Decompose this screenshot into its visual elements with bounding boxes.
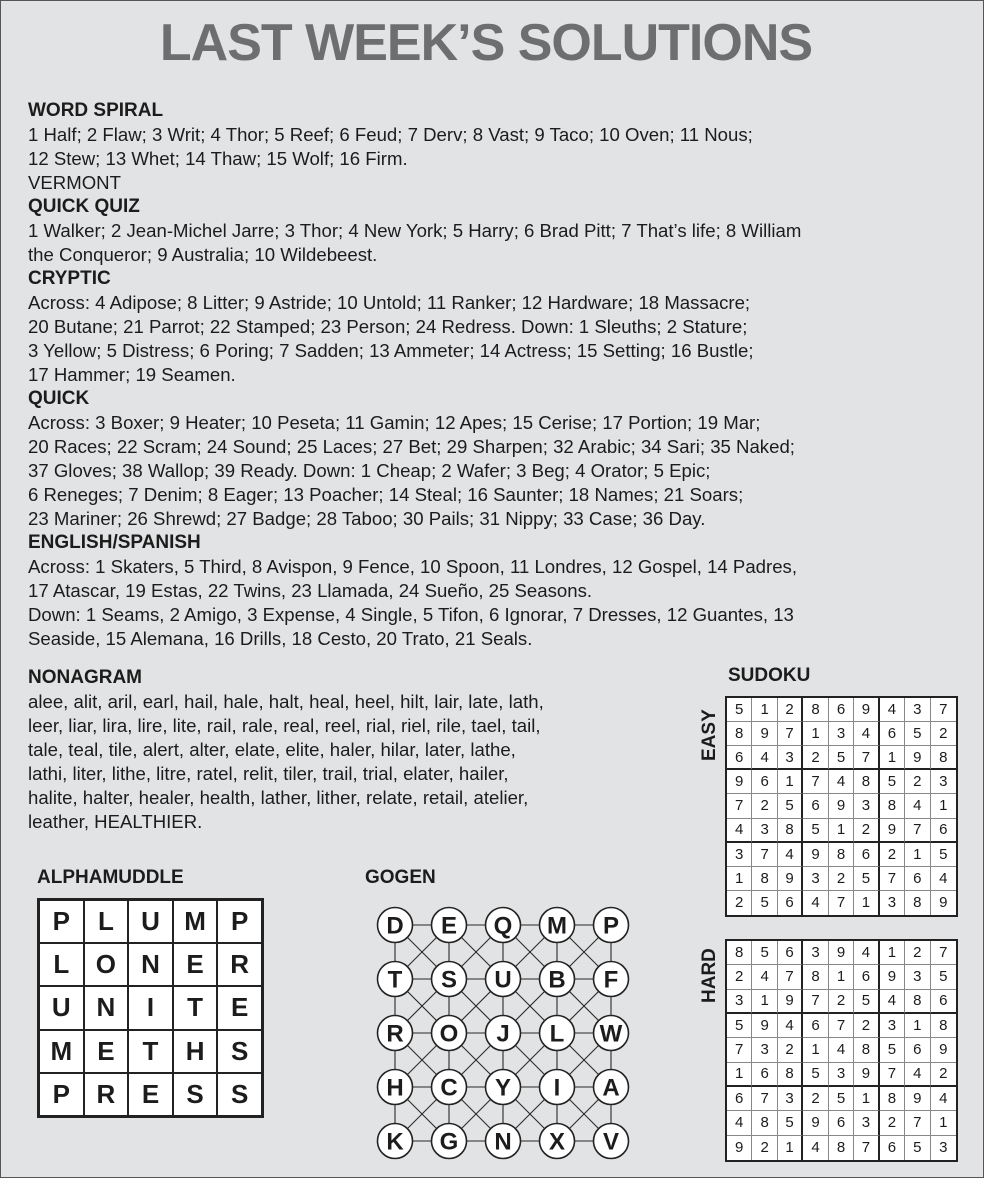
sudoku-cell: 1 — [727, 1063, 752, 1087]
nonagram-section — [28, 666, 673, 834]
quick-quiz-line: the Conqueror; 9 Australia; 10 Wildebeest. — [28, 244, 378, 265]
sudoku-cell: 2 — [854, 1014, 879, 1038]
sudoku-cell: 1 — [727, 867, 752, 891]
sudoku-cell: 4 — [905, 1063, 930, 1087]
sudoku-cell: 3 — [778, 1087, 803, 1111]
gogen-letter: H — [386, 1074, 404, 1102]
gogen-letter: M — [547, 912, 567, 940]
sudoku-cell: 8 — [854, 1038, 879, 1062]
sudoku-cell: 9 — [778, 990, 803, 1014]
sudoku-cell: 2 — [905, 941, 930, 965]
sudoku-cell: 9 — [727, 770, 752, 794]
quick-line: 6 Reneges; 7 Denim; 8 Eager; 13 Poacher; 14 Steal; 16 Saunter; 18 Names; 21 Soars; — [28, 484, 744, 505]
alphamuddle-cell: P — [39, 1073, 84, 1116]
sudoku-cell: 2 — [829, 990, 854, 1014]
gogen-letter: C — [440, 1074, 458, 1102]
sudoku-cell: 7 — [854, 1136, 879, 1160]
sudoku-cell: 3 — [931, 770, 956, 794]
sudoku-cell: 3 — [752, 1038, 777, 1062]
quick-quiz-section — [28, 195, 963, 267]
alphamuddle-cell: E — [84, 1030, 129, 1073]
sudoku-cell: 7 — [752, 843, 777, 867]
quick-line: 20 Races; 22 Scram; 24 Sound; 25 Laces; 27 Bet; 29 Sharpen; 32 Arabic; 34 Sari; 35 Naked; — [28, 436, 795, 457]
sudoku-cell: 5 — [880, 1038, 905, 1062]
gogen-letter: R — [386, 1020, 404, 1048]
gogen-letter: N — [494, 1128, 512, 1156]
sudoku-cell: 8 — [854, 770, 879, 794]
cryptic-line: 3 Yellow; 5 Distress; 6 Poring; 7 Sadden; 13 Ammeter; 14 Actress; 15 Setting; 16 Bustle; — [28, 340, 754, 361]
alphamuddle-cell: R — [217, 943, 262, 986]
sudoku-cell: 5 — [727, 1014, 752, 1038]
sudoku-cell: 9 — [803, 843, 828, 867]
gogen-letter: Y — [494, 1074, 512, 1102]
sudoku-cell: 3 — [803, 941, 828, 965]
sudoku-cell: 5 — [778, 794, 803, 818]
sudoku-cell: 5 — [905, 1136, 930, 1160]
cryptic-line: 17 Hammer; 19 Seamen. — [28, 364, 236, 385]
sudoku-cell: 4 — [880, 698, 905, 722]
sudoku-cell: 1 — [880, 746, 905, 770]
sudoku-cell: 8 — [829, 1136, 854, 1160]
sudoku-cell: 4 — [752, 746, 777, 770]
sudoku-cell: 9 — [854, 1063, 879, 1087]
sudoku-cell: 5 — [778, 1111, 803, 1135]
sudoku-cell: 3 — [880, 1014, 905, 1038]
sudoku-cell: 2 — [752, 794, 777, 818]
gogen-letter: P — [602, 912, 620, 940]
sudoku-cell: 3 — [905, 698, 930, 722]
cryptic-heading: CRYPTIC — [28, 268, 111, 289]
sudoku-cell: 5 — [880, 770, 905, 794]
alphamuddle-cell: N — [84, 986, 129, 1029]
sudoku-cell: 6 — [829, 698, 854, 722]
sudoku-cell: 1 — [778, 770, 803, 794]
sudoku-cell: 9 — [727, 1136, 752, 1160]
nonagram-line: lathi, liter, lithe, litre, ratel, relit, tiler, trail, trial, elater, hailer, — [28, 763, 509, 784]
sudoku-cell: 2 — [880, 1111, 905, 1135]
sudoku-cell: 2 — [778, 698, 803, 722]
sudoku-cell: 1 — [752, 698, 777, 722]
sudoku-heading: SUDOKU — [728, 665, 811, 686]
nonagram-line: leer, liar, lira, lire, lite, rail, rale, real, reel, rial, riel, rile, tael, tail, — [28, 715, 541, 736]
sudoku-cell: 3 — [803, 867, 828, 891]
sudoku-cell: 7 — [905, 819, 930, 843]
sudoku-cell: 7 — [931, 698, 956, 722]
sudoku-cell: 2 — [727, 891, 752, 915]
sudoku-cell: 4 — [778, 1014, 803, 1038]
sudoku-cell: 5 — [803, 819, 828, 843]
quick-line: 37 Gloves; 38 Wallop; 39 Ready. Down: 1 Cheap; 2 Wafer; 3 Beg; 4 Orator; 5 Epic; — [28, 460, 711, 481]
sudoku-cell: 9 — [752, 722, 777, 746]
sudoku-cell: 2 — [803, 746, 828, 770]
english-spanish-line: 17 Atascar, 19 Estas, 22 Twins, 23 Llamada, 24 Sueño, 25 Seasons. — [28, 580, 593, 601]
sudoku-cell: 9 — [931, 1038, 956, 1062]
sudoku-hard-label: HARD — [699, 948, 720, 1003]
sudoku-cell: 5 — [854, 990, 879, 1014]
sudoku-cell: 1 — [905, 1014, 930, 1038]
nonagram-line: leather, HEALTHIER. — [28, 811, 203, 832]
sudoku-cell: 4 — [803, 1136, 828, 1160]
sudoku-cell: 4 — [880, 990, 905, 1014]
alphamuddle-cell: E — [128, 1073, 173, 1116]
sudoku-cell: 9 — [778, 867, 803, 891]
sudoku-cell: 4 — [752, 965, 777, 989]
sudoku-cell: 2 — [727, 965, 752, 989]
alphamuddle-cell: M — [39, 1030, 84, 1073]
sudoku-cell: 9 — [752, 1014, 777, 1038]
gogen-letter: D — [386, 912, 404, 940]
sudoku-cell: 9 — [829, 941, 854, 965]
sudoku-cell: 3 — [829, 1063, 854, 1087]
gogen-letter: B — [548, 966, 566, 994]
sudoku-cell: 8 — [905, 990, 930, 1014]
cryptic-line: Across: 4 Adipose; 8 Litter; 9 Astride; 10 Untold; 11 Ranker; 12 Hardware; 18 Massacre; — [28, 292, 751, 313]
gogen-letter: L — [549, 1020, 565, 1048]
quick-line: Across: 3 Boxer; 9 Heater; 10 Peseta; 11 Gamin; 12 Apes; 15 Cerise; 17 Portion; 19 Mar; — [28, 412, 761, 433]
sudoku-cell: 7 — [752, 1087, 777, 1111]
sudoku-cell: 7 — [931, 941, 956, 965]
sudoku-cell: 8 — [727, 941, 752, 965]
gogen-letter: A — [602, 1074, 620, 1102]
sudoku-cell: 6 — [778, 891, 803, 915]
sudoku-cell: 2 — [880, 843, 905, 867]
sudoku-cell: 4 — [803, 891, 828, 915]
sudoku-cell: 3 — [752, 819, 777, 843]
sudoku-cell: 8 — [727, 722, 752, 746]
sudoku-cell: 6 — [752, 770, 777, 794]
sudoku-cell: 4 — [727, 819, 752, 843]
sudoku-cell: 2 — [829, 867, 854, 891]
sudoku-cell: 9 — [829, 794, 854, 818]
sudoku-cell: 6 — [854, 843, 879, 867]
gogen-letter: I — [553, 1074, 561, 1102]
sudoku-cell: 7 — [803, 770, 828, 794]
quick-line: 23 Mariner; 26 Shrewd; 27 Badge; 28 Taboo; 30 Pails; 31 Nippy; 33 Case; 36 Day. — [28, 508, 706, 529]
sudoku-cell: 9 — [905, 1087, 930, 1111]
sudoku-cell: 4 — [829, 770, 854, 794]
gogen-letter: K — [386, 1128, 404, 1156]
gogen-letter: F — [603, 966, 619, 994]
sudoku-easy-label: EASY — [699, 709, 720, 761]
word-spiral-answer: VERMONT — [28, 172, 121, 193]
alphamuddle-cell: S — [217, 1030, 262, 1073]
sudoku-cell: 8 — [803, 965, 828, 989]
word-spiral-line: 1 Half; 2 Flaw; 3 Writ; 4 Thor; 5 Reef; 6 Feud; 7 Derv; 8 Vast; 9 Taco; 10 Oven; 11 Nous; — [28, 124, 753, 145]
sudoku-cell: 4 — [727, 1111, 752, 1135]
cryptic-line: 20 Butane; 21 Parrot; 22 Stamped; 23 Person; 24 Redress. Down: 1 Sleuths; 2 Stature; — [28, 316, 748, 337]
sudoku-cell: 9 — [880, 819, 905, 843]
sudoku-cell: 1 — [854, 891, 879, 915]
english-spanish-line: Seaside, 15 Alemana, 16 Drills, 18 Cesto, 20 Trato, 21 Seals. — [28, 628, 533, 649]
gogen-grid — [371, 901, 635, 1165]
sudoku-cell: 2 — [778, 1038, 803, 1062]
alphamuddle-cell: N — [128, 943, 173, 986]
sudoku-cell: 6 — [727, 1087, 752, 1111]
sudoku-cell: 7 — [905, 1111, 930, 1135]
sudoku-cell: 8 — [752, 867, 777, 891]
sudoku-hard-grid — [725, 939, 958, 1162]
sudoku-cell: 3 — [939, 1139, 948, 1157]
sudoku-cell: 5 — [752, 941, 777, 965]
sudoku-cell: 1 — [880, 941, 905, 965]
quick-section — [28, 387, 963, 531]
sudoku-cell: 8 — [778, 1063, 803, 1087]
alphamuddle-cell: U — [128, 900, 173, 943]
sudoku-cell: 6 — [931, 819, 956, 843]
english-spanish-line: Across: 1 Skaters, 5 Third, 8 Avispon, 9 Fence, 10 Spoon, 11 Londres, 12 Gospel, 14 Padres, — [28, 556, 797, 577]
alphamuddle-cell: S — [173, 1073, 218, 1116]
sudoku-cell: 7 — [778, 722, 803, 746]
sudoku-cell: 4 — [931, 867, 956, 891]
sudoku-cell: 1 — [829, 819, 854, 843]
sudoku-cell: 8 — [829, 843, 854, 867]
gogen-letter: S — [440, 966, 458, 994]
sudoku-cell: 6 — [829, 1111, 854, 1135]
sudoku-cell: 3 — [880, 891, 905, 915]
sudoku-cell: 8 — [905, 891, 930, 915]
gogen-letter: X — [548, 1128, 566, 1156]
sudoku-cell: 5 — [829, 746, 854, 770]
sudoku-cell: 7 — [727, 1038, 752, 1062]
sudoku-cell: 7 — [854, 746, 879, 770]
sudoku-cell: 1 — [803, 722, 828, 746]
sudoku-cell: 3 — [829, 722, 854, 746]
sudoku-cell: 8 — [880, 1087, 905, 1111]
sudoku-cell: 5 — [829, 1087, 854, 1111]
nonagram-line: alee, alit, aril, earl, hail, hale, halt, heal, heel, hilt, lair, late, lath, — [28, 691, 544, 712]
sudoku-cell: 8 — [931, 1014, 956, 1038]
sudoku-cell: 6 — [752, 1063, 777, 1087]
alphamuddle-cell: I — [128, 986, 173, 1029]
sudoku-cell: 4 — [931, 1087, 956, 1111]
sudoku-cell: 8 — [803, 698, 828, 722]
sudoku-cell: 8 — [931, 746, 956, 770]
alphamuddle-cell: T — [128, 1030, 173, 1073]
alphamuddle-cell: H — [173, 1030, 218, 1073]
sudoku-cell: 5 — [727, 698, 752, 722]
sudoku-cell: 7 — [778, 965, 803, 989]
english-spanish-section — [28, 531, 963, 651]
alphamuddle-cell: E — [173, 943, 218, 986]
sudoku-cell: 6 — [905, 867, 930, 891]
gogen-letter: G — [439, 1128, 459, 1156]
sudoku-cell: 3 — [854, 1111, 879, 1135]
sudoku-cell: 7 — [880, 867, 905, 891]
gogen-heading: GOGEN — [365, 867, 436, 888]
english-spanish-line: Down: 1 Seams, 2 Amigo, 3 Expense, 4 Single, 5 Tifon, 6 Ignorar, 7 Dresses, 12 Guantes, 13 — [28, 604, 794, 625]
gogen-letter: U — [494, 966, 512, 994]
sudoku-cell: 1 — [803, 1038, 828, 1062]
sudoku-cell: 4 — [829, 1038, 854, 1062]
alphamuddle-cell: P — [217, 900, 262, 943]
sudoku-cell: 9 — [854, 698, 879, 722]
sudoku-cell: 1 — [931, 794, 956, 818]
sudoku-cell: 7 — [727, 794, 752, 818]
sudoku-cell: 7 — [880, 1063, 905, 1087]
sudoku-cell: 2 — [905, 770, 930, 794]
sudoku-cell: 9 — [803, 1111, 828, 1135]
sudoku-cell: 2 — [854, 819, 879, 843]
alphamuddle-cell: L — [84, 900, 129, 943]
sudoku-cell: 8 — [752, 1111, 777, 1135]
sudoku-cell: 8 — [880, 794, 905, 818]
sudoku-cell: 5 — [931, 843, 956, 867]
gogen-letter: W — [599, 1020, 623, 1048]
sudoku-cell: 5 — [931, 965, 956, 989]
sudoku-cell: 5 — [854, 867, 879, 891]
sudoku-cell: 6 — [880, 722, 905, 746]
quick-quiz-heading: QUICK QUIZ — [28, 196, 140, 217]
sudoku-cell: 4 — [854, 941, 879, 965]
sudoku-cell: 6 — [854, 965, 879, 989]
gogen-letter: O — [439, 1020, 459, 1048]
alphamuddle-cell: U — [39, 986, 84, 1029]
sudoku-cell: 6 — [778, 941, 803, 965]
sudoku-cell: 9 — [880, 965, 905, 989]
sudoku-cell: 4 — [854, 722, 879, 746]
sudoku-cell: 2 — [931, 722, 956, 746]
sudoku-cell: 5 — [803, 1063, 828, 1087]
alphamuddle-cell: L — [39, 943, 84, 986]
page-title: LAST WEEK’S SOLUTIONS — [159, 14, 813, 72]
sudoku-cell: 2 — [931, 1063, 956, 1087]
alphamuddle-cell: O — [84, 943, 129, 986]
sudoku-easy-grid — [725, 696, 958, 917]
alphamuddle-grid — [37, 898, 264, 1118]
sudoku-cell: 2 — [752, 1136, 777, 1160]
word-spiral-section — [28, 99, 963, 195]
sudoku-cell: 1 — [905, 843, 930, 867]
sudoku-cell: 3 — [854, 794, 879, 818]
sudoku-cell: 6 — [803, 1014, 828, 1038]
sudoku-cell: 4 — [778, 843, 803, 867]
alphamuddle-heading: ALPHAMUDDLE — [37, 867, 184, 888]
word-spiral-heading: WORD SPIRAL — [28, 100, 164, 121]
sudoku-cell: 5 — [905, 722, 930, 746]
sudoku-cell: 1 — [854, 1087, 879, 1111]
gogen-letter: T — [387, 966, 403, 994]
sudoku-cell: 3 — [905, 965, 930, 989]
sudoku-cell: 7 — [829, 891, 854, 915]
sudoku-cell: 7 — [829, 1014, 854, 1038]
cryptic-section — [28, 267, 963, 387]
sudoku-cell: 9 — [939, 894, 948, 912]
sudoku-cell: 3 — [778, 746, 803, 770]
sudoku-cell: 5 — [752, 891, 777, 915]
alphamuddle-cell: M — [173, 900, 218, 943]
sudoku-cell: 6 — [803, 794, 828, 818]
alphamuddle-cell: T — [173, 986, 218, 1029]
sudoku-cell: 1 — [778, 1136, 803, 1160]
quick-quiz-line: 1 Walker; 2 Jean-Michel Jarre; 3 Thor; 4 New York; 5 Harry; 6 Brad Pitt; 7 That’s life; 8 William — [28, 220, 802, 241]
gogen-letter: E — [440, 912, 458, 940]
sudoku-cell: 7 — [803, 990, 828, 1014]
nonagram-heading: NONAGRAM — [28, 667, 142, 688]
gogen-letter: V — [602, 1128, 620, 1156]
sudoku-cell: 3 — [727, 843, 752, 867]
gogen-letter: J — [496, 1020, 510, 1048]
alphamuddle-cell: E — [217, 986, 262, 1029]
nonagram-line: tale, teal, tile, alert, alter, elate, elite, haler, hilar, later, lathe, — [28, 739, 516, 760]
sudoku-cell: 1 — [752, 990, 777, 1014]
sudoku-cell: 8 — [778, 819, 803, 843]
nonagram-line: halite, halter, healer, health, lather, lither, relate, retail, atelier, — [28, 787, 529, 808]
quick-heading: QUICK — [28, 388, 90, 409]
sudoku-cell: 3 — [727, 990, 752, 1014]
word-spiral-line: 12 Stew; 13 Whet; 14 Thaw; 15 Wolf; 16 Firm. — [28, 148, 408, 169]
alphamuddle-cell: P — [39, 900, 84, 943]
sudoku-cell: 9 — [905, 746, 930, 770]
english-spanish-heading: ENGLISH/SPANISH — [28, 532, 201, 553]
sudoku-cell: 1 — [829, 965, 854, 989]
sudoku-cell: 6 — [905, 1038, 930, 1062]
sudoku-cell: 2 — [803, 1087, 828, 1111]
sudoku-cell: 6 — [727, 746, 752, 770]
sudoku-cell: 1 — [931, 1111, 956, 1135]
alphamuddle-cell: R — [84, 1073, 129, 1116]
sudoku-cell: 4 — [905, 794, 930, 818]
alphamuddle-cell: S — [217, 1073, 262, 1116]
sudoku-cell: 6 — [880, 1136, 905, 1160]
gogen-letter: Q — [493, 912, 513, 940]
sudoku-cell: 6 — [931, 990, 956, 1014]
